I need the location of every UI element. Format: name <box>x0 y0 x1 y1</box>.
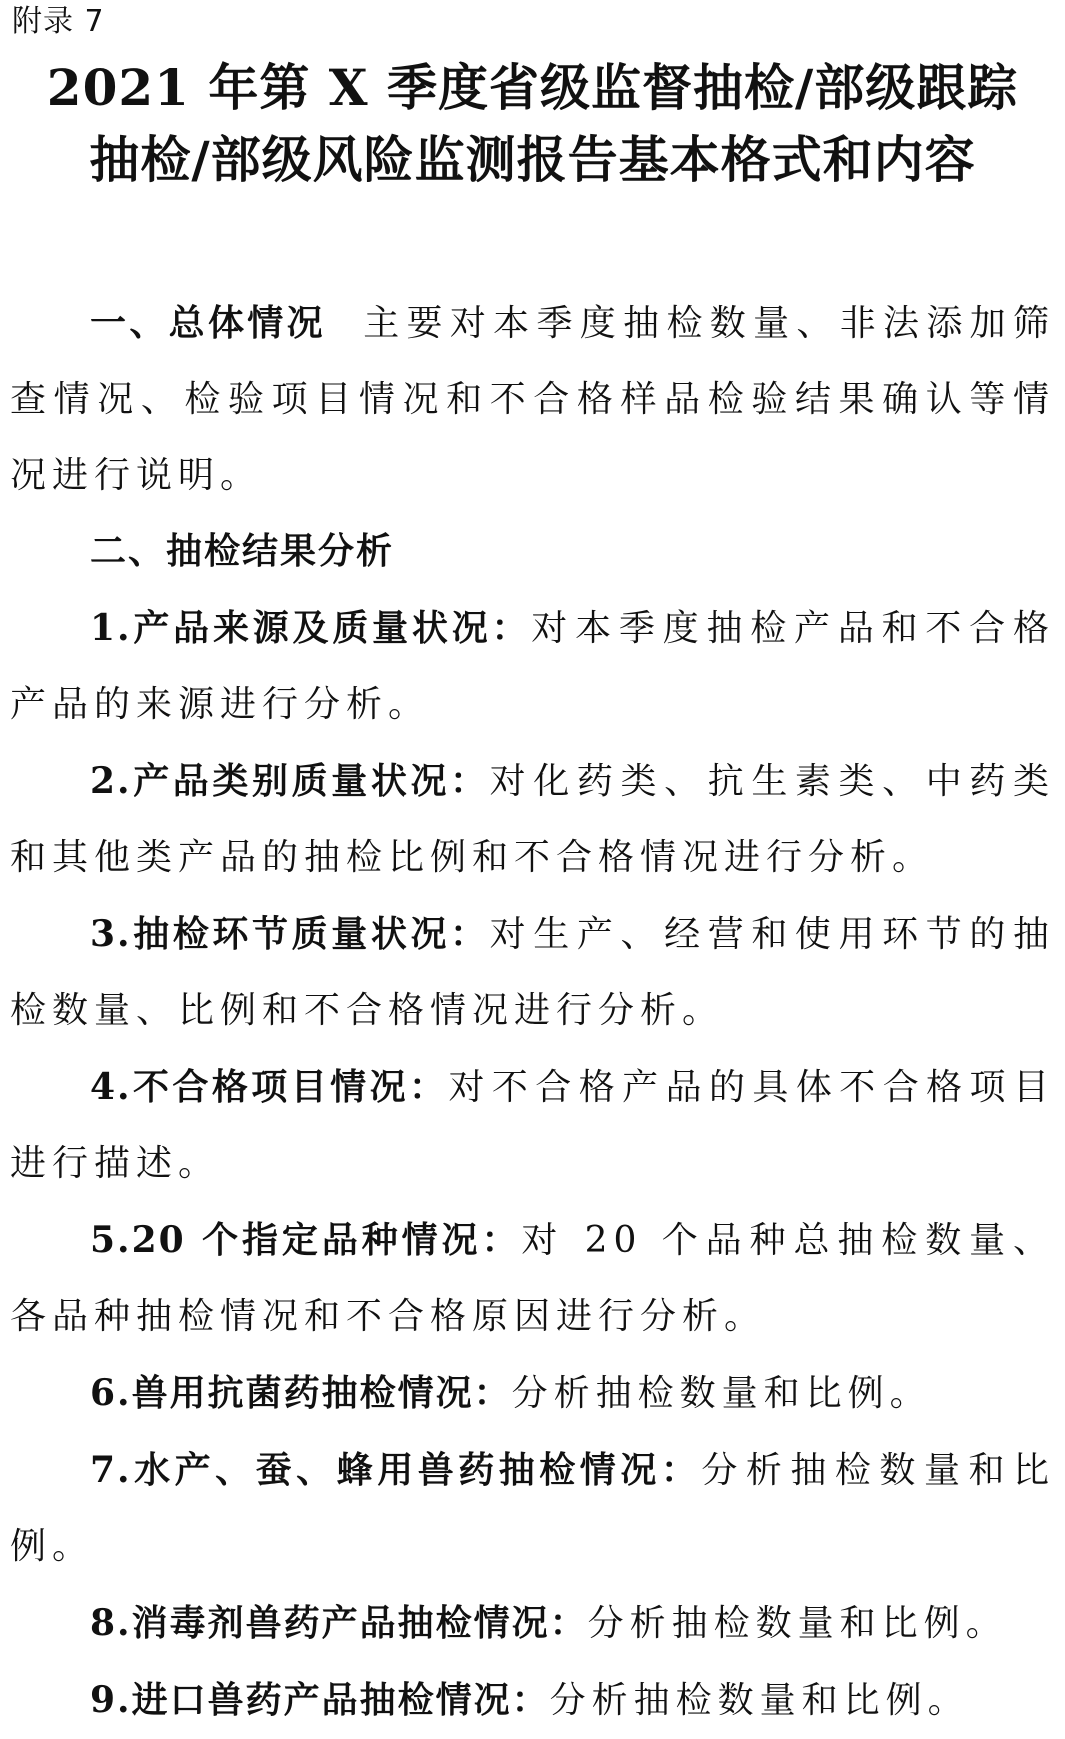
item-lead: 3.抽检环节质量状况： <box>90 913 490 955</box>
section-heading-analysis: 二、抽检结果分析 <box>90 531 395 572</box>
item-text: 对不合格产品的具体不合格项目进行描述。 <box>10 1067 1055 1184</box>
section-heading-overview: 一、总体情况 <box>90 303 326 344</box>
analysis-item-3 <box>10 896 1055 1049</box>
item-text: 对生产、经营和使用环节的抽检数量、比例和不合格情况进行分析。 <box>10 914 1055 1031</box>
item-text: 对 20 个品种总抽检数量、各品种抽检情况和不合格原因进行分析。 <box>10 1220 1055 1337</box>
section-text-overview: 主要对本季度抽检数量、非法添加筛查情况、检验项目情况和不合格样品检验结果确认等情况进行说明。 <box>10 303 1055 496</box>
analysis-item-2 <box>10 743 1055 896</box>
document-body <box>10 286 1055 1739</box>
item-lead: 7.水产、蚕、蜂用兽药抽检情况： <box>90 1449 702 1491</box>
item-lead: 9.进口兽药产品抽检情况： <box>90 1679 550 1721</box>
item-text: 分析抽检数量和比例。 <box>511 1373 932 1414</box>
appendix-label: 附录 7 <box>12 4 105 39</box>
title-line-2: 抽检/部级风险监测报告基本格式和内容 <box>89 130 976 189</box>
analysis-item-7 <box>10 1432 1055 1585</box>
item-text: 对本季度抽检产品和不合格产品的来源进行分析。 <box>10 608 1055 725</box>
item-text: 分析抽检数量和比例。 <box>549 1680 970 1721</box>
document-title <box>0 52 1065 196</box>
analysis-item-4 <box>10 1049 1055 1202</box>
analysis-item-5 <box>10 1202 1055 1355</box>
item-lead: 4.不合格项目情况： <box>90 1066 449 1108</box>
section-analysis <box>10 514 1055 590</box>
analysis-item-9 <box>10 1662 1055 1739</box>
section-overview <box>10 286 1055 514</box>
item-lead: 2.产品类别质量状况： <box>90 760 490 802</box>
analysis-item-1 <box>10 590 1055 743</box>
title-line-1: 2021 年第 X 季度省级监督抽检/部级跟踪 <box>46 58 1019 117</box>
item-lead: 8.消毒剂兽药产品抽检情况： <box>90 1602 588 1644</box>
item-lead: 5.20 个指定品种情况： <box>90 1219 522 1261</box>
item-lead: 6.兽用抗菌药抽检情况： <box>90 1372 512 1414</box>
analysis-item-6 <box>10 1355 1055 1432</box>
item-lead: 1.产品来源及质量状况： <box>90 607 532 649</box>
item-text: 分析抽检数量和比例。 <box>10 1450 1055 1567</box>
item-text: 对化药类、抗生素类、中药类和其他类产品的抽检比例和不合格情况进行分析。 <box>10 761 1055 878</box>
item-text: 分析抽检数量和比例。 <box>587 1603 1008 1644</box>
analysis-item-8 <box>10 1585 1055 1662</box>
